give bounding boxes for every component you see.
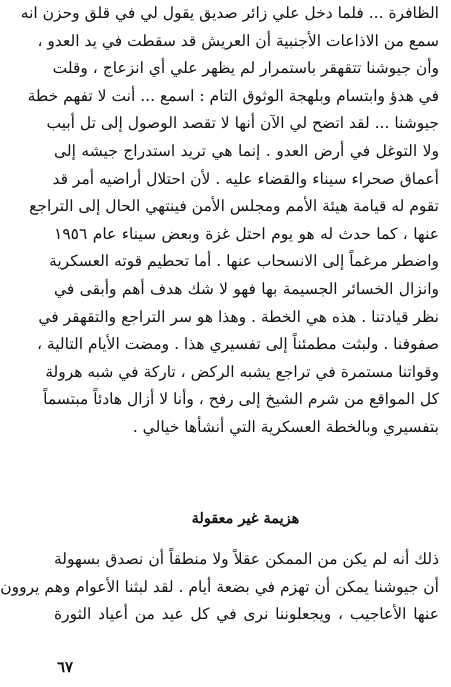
text-line: الظافرة ... فلما دخل علي زائر صديق يقول لي في قلق وحزن انه — [20, 4, 439, 22]
text-line: ذلك أنه لم يكن من الممكن عقلاً ولا منطقاً أن نصدق بسهولة — [54, 550, 439, 568]
text-line: ولا التوغل في أرض العدو . إنما هي تريد استدراج جيشه إلى — [54, 141, 439, 160]
section-heading: هزيمة غير معقولة — [191, 510, 300, 527]
text-line: أعماق صحراء سيناء والقضاء عليه . لأن احتلال أراضيه أمر قد — [52, 169, 439, 188]
body-paragraph-1 — [20, 0, 439, 442]
text-line: وأن جيوشنا تتقهقر باستمرار لم يظهر علي أي انزعاج ، وقلت — [52, 59, 439, 78]
text-line: عنها ، كما حدث له هو يوم احتل غزة وبعض سيناء عام ١٩٥٦ — [54, 224, 439, 243]
text-line: صفوفنا . ولبثت مطمئناً إلى تفسيري هذا . ومضت الأيام التالية ، — [37, 335, 439, 354]
page-number: ٦٧ — [57, 658, 74, 676]
text-line: عنها الأعاجيب ، ويجعلوننا نرى في كل عيد من أعياد الثورة — [54, 605, 439, 624]
text-line: جيوشنا ... لقد اتضح لي الآن أنها لا تقصد الوصول إلى تل أبيب — [46, 114, 439, 133]
text-line: نظر قيادتنا . هذه هي الخطة . وهذا هو سر التراجع والتقهقر في — [38, 307, 439, 326]
text-line: تقوم له قيامة هيئة الأمم ومجلس الأمن فينتهي الحال إلى التراجع — [29, 197, 439, 216]
text-line: وقواتنا مستمرة في تراجع يشبه الركض ، تاركة في شبه هرولة — [45, 362, 439, 381]
text-line: بتفسيري وبالخطة العسكرية التي أنشأها خيالي . — [132, 417, 439, 436]
text-line: أن جيوشنا يمكن أن تهزم في بضعة أيام . لقد لبثنا الأعوام وهم يروون — [0, 577, 439, 596]
text-line: واضطر مرغماً إلى الانسحاب عنها . أما تحطيم قوته العسكرية — [49, 252, 439, 271]
text-line: في هدؤ وابتسام وبلهجة الوثوق التام : اسمع ... أنت لا تفهم خطة — [27, 86, 439, 105]
text-line: وانزال الخسائر الجسيمة بها فهو لا شك هدف أهم وأبقى في — [54, 279, 439, 298]
text-line: سمع من الاذاعات الأجنبية أن العريش قد سقطت في يد العدو ، — [37, 31, 439, 50]
body-paragraph-2 — [0, 546, 439, 629]
text-line: كل المواقع من شرم الشيخ إلى رفح ، وأنا لا أزال هادئاً مبتسماً — [43, 390, 439, 409]
